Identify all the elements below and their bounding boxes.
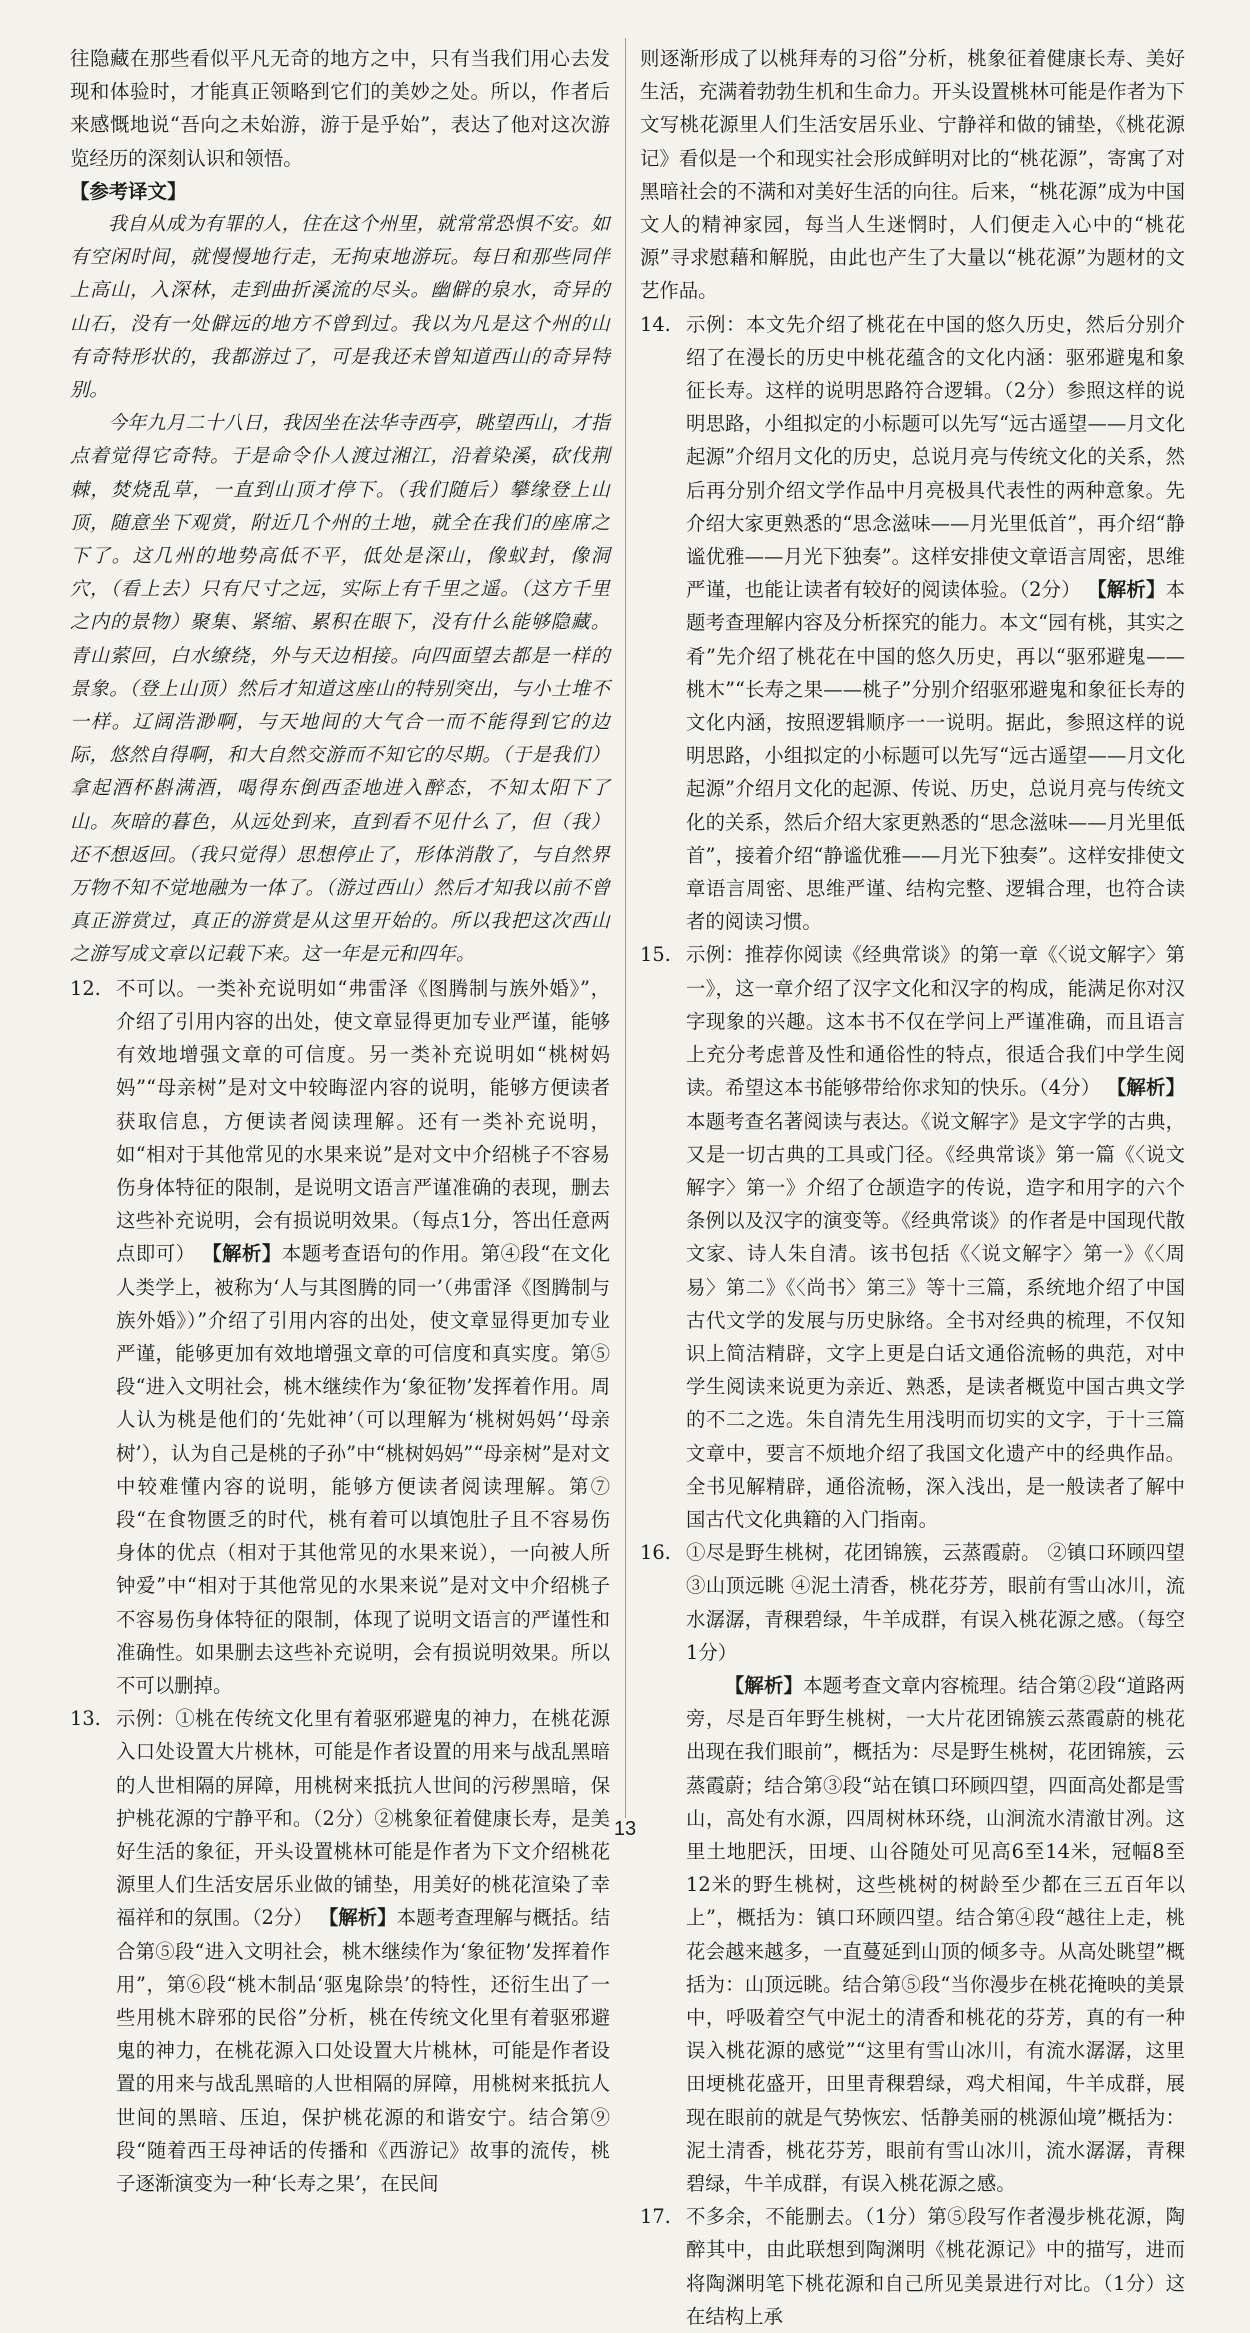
answer-number: 17.: [640, 2205, 671, 2229]
answer-16: [640, 1536, 1185, 2200]
answer-13: [70, 1702, 610, 2200]
analysis-text: 本题考查文章内容梳理。结合第②段“道路两旁，尽是百年野生桃树，一大片花团锦簇云蒸霞蔚的桃花出现在我们眼前”，概括为：尽是野生桃树，花团锦簇，云蒸霞蔚；结合第③段“站在镇口环顾四望，四面高处都是雪山，高处有水源，四周树林环绕，山涧流水清澈甘冽。这里土地肥沃，田埂、山谷随处可见高6至14米，冠幅8至12米的野生桃树，这些桃树的树龄至少都在三五百年以上”，概括为：镇口环顾四望。结合第④段“越往上走，桃花会越来越多，一直蔓延到山顶的倾多寺。从高处眺望”概括为：山顶远眺。结合第⑤段“当你漫步在桃花掩映的美景中，呼吸着空气中泥土的清香和桃花的芬芳，真的有一种误入桃花源的感觉”“这里有雪山冰川，有流水潺潺，这里田埂桃花盛开，田里青稞碧绿，鸡犬相闻，牛羊成群，展现在眼前的就是气势恢宏、恬静美丽的桃源仙境”概括为：泥土清香，桃花芬芳，眼前有雪山冰川，流水潺潺，青稞碧绿，牛羊成群，有误入桃花源之感。: [686, 1673, 1185, 2195]
answer-text: 不多余，不能删去。（1分）第⑤段写作者漫步桃花源，陶醉其中，由此联想到陶渊明《桃花源记》中的描写，进而将陶渊明笔下桃花源和自己所见美景进行对比。（1分）这在结构上承: [686, 2205, 1185, 2328]
answer-number: 15.: [640, 943, 671, 967]
analysis-text: 本题考查理解内容及分析探究的能力。本文“园有桃，其实之肴”先介绍了桃花在中国的悠久历史，再以“驱邪避鬼——桃木”“长寿之果——桃子”分别介绍驱邪避鬼和象征长寿的文化内涵，按照逻辑顺序一一说明。据此，参照这样的说明思路，小组拟定的小标题可以先写“远古遥望——月文化起源”介绍月文化的起源、传说、历史，总说月亮与传统文化的关系，然后介绍大家更熟悉的“思念滋味——月光里低首”，接着介绍“静谧优雅——月光下独奏”。这样安排使文章语言周密、思维严谨、结构完整、逻辑合理，也符合读者的阅读习惯。: [686, 578, 1185, 934]
answer-number: 12.: [70, 976, 101, 1000]
answer-text: ①尽是野生桃树，花团锦簇，云蒸霞蔚。 ②镇口环顾四望 ③山顶远眺 ④泥土清香，桃花芬芳，眼前有雪山冰川，流水潺潺，青稞碧绿，牛羊成群，有误入桃花源之感。（每空1分）: [686, 1541, 1185, 1664]
answer-17: [640, 2200, 1185, 2333]
translation-paragraph-1: 我自从成为有罪的人，住在这个州里，就常常恐惧不安。如有空闲时间，就慢慢地行走，无拘束地游玩。每日和那些同伴上高山，入深林，走到曲折溪流的尽头。幽僻的泉水，奇异的山石，没有一处僻远的地方不曾到过。我以为凡是这个州的山有奇特形状的，我都游过了，可是我还未曾知道西山的奇异特别。: [70, 213, 610, 402]
answer-text: 示例：本文先介绍了桃花在中国的悠久历史，然后分别介绍了在漫长的历史中桃花蕴含的文化内涵：驱邪避鬼和象征长寿。这样的说明思路符合逻辑。（2分）参照这样的说明思路，小组拟定的小标题可以先写“远古遥望——月文化起源”介绍月文化的历史，总说月亮与传统文化的关系，然后再分别介绍文学作品中月亮极具代表性的两种意象。先介绍大家更熟悉的“思念滋味——月光里低首”，再介绍“静谧优雅——月光下独奏”。这样安排使文章语言周密，思维严谨，也能让读者有较好的阅读体验。（2分）: [686, 312, 1185, 602]
analysis-text: 本题考查名著阅读与表达。《说文解字》是文字学的古典，又是一切古典的工具或门径。《经典常谈》第一篇《〈说文解字〉第一》介绍了仓颉造字的传说，造字和用字的六个条例以及汉字的演变等。《经典常谈》的作者是中国现代散文家、诗人朱自清。该书包括《〈说文解字〉第一》《〈周易〉第二》《〈尚书〉第三》等十三篇，系统地介绍了中国古代文学的发展与历史脉络。全书对经典的梳理，不仅知识上简洁精辟，文字上更是白话文通俗流畅的典范，对中学生阅读来说更为亲近、熟悉，是读者概览中国古典文学的不二之选。朱自清先生用浅明而切实的文字，于十三篇文章中，要言不烦地介绍了我国文化遗产中的经典作品。全书见解精辟，通俗流畅，深入浅出，是一般读者了解中国古代文化典籍的入门指南。: [686, 1109, 1185, 1531]
continued-paragraph: 则逐渐形成了以桃拜寿的习俗”分析，桃象征着健康长寿、美好生活，充满着勃勃生机和生命力。开头设置桃林可能是作者为下文写桃花源里人们生活安居乐业、宁静祥和做的铺垫，《桃花源记》看似是一个和现实社会形成鲜明对比的“桃花源”，寄寓了对黑暗社会的不满和对美好生活的向往。后来，“桃花源”成为中国文人的精神家园，每当人生迷惘时，人们便走入心中的“桃花源”寻求慰藉和解脱，由此也产生了大量以“桃花源”为题材的文艺作品。: [640, 47, 1185, 303]
answer-number: 16.: [640, 1541, 671, 1565]
right-column: [640, 42, 1185, 2333]
answer-12: [70, 972, 610, 1702]
translation-heading: 【参考译文】: [70, 179, 187, 203]
answer-15: [640, 938, 1185, 1536]
answer-text: 示例：①桃在传统文化里有着驱邪避鬼的神力，在桃花源入口处设置大片桃林，可能是作者设置的用来与战乱黑暗的人世相隔的屏障，用桃树来抵抗人世间的污秽黑暗，保护桃花源的宁静平和。（2分）②桃象征着健康长寿，是美好生活的象征，开头设置桃林可能是作者为下文介绍桃花源里人们生活安居乐业做的铺垫，用美好的桃花渲染了幸福祥和的氛围。（2分）: [116, 1707, 610, 1930]
analysis-text: 本题考查语句的作用。第④段“在文化人类学上，被称为‘人与其图腾的同一’（弗雷泽《图腾制与族外婚》）”介绍了引用内容的出处，使文章显得更加专业严谨，能够更加有效地增强文章的可信度和真实度。第⑤段“进入文明社会，桃木继续作为‘象征物’发挥着作用。周人认为桃是他们的‘先妣神’（可以理解为‘桃树妈妈’‘母亲树’），认为自己是桃的子孙”中“桃树妈妈”“母亲树”是对文中较难懂内容的说明，能够方便读者阅读理解。第⑦段“在食物匮乏的时代，桃有着可以填饱肚子且不容易伤身体的优点（相对于其他常见的水果来说），一向被人所钟爱”中“相对于其他常见的水果来说”是对文中介绍桃子不容易伤身体特征的限制，体现了说明文语言的严谨性和准确性。如果删去这些补充说明，会有损说明效果。所以不可以删掉。: [116, 1242, 611, 1697]
translation-paragraph-2: 今年九月二十八日，我因坐在法华寺西亭，眺望西山，才指点着觉得它奇特。于是命令仆人渡过湘江，沿着染溪，砍伐荆棘，焚烧乱草，一直到山顶才停下。（我们随后）攀缘登上山顶，随意坐下观赏，附近几个州的土地，就全在我们的座席之下了。这几州的地势高低不平，低处是深山，像蚁封，像洞穴，（看上去）只有尺寸之远，实际上有千里之遥。（这方千里之内的景物）聚集、紧缩、累积在眼下，没有什么能够隐藏。青山萦回，白水缭绕，外与天边相接。向四面望去都是一样的景象。（登上山顶）然后才知道这座山的特别突出，与小土堆不一样。辽阔浩渺啊，与天地间的大气合一而不能得到它的边际，悠然自得啊，和大自然交游而不知它的尽期。（于是我们）拿起酒杯斟满酒，喝得东倒西歪地进入醉态，不知太阳下了山。灰暗的暮色，从远处到来，直到看不见什么了，但（我）还不想返回。（我只觉得）思想停止了，形体消散了，与自然界万物不知不觉地融为一体了。（游过西山）然后才知我以前不曾真正游赏过，真正的游赏是从这里开始的。所以我把这次西山之游写成文章以记载下来。这一年是元和四年。: [70, 412, 610, 966]
left-column: [70, 42, 610, 2200]
analysis-tag: 【解析】: [318, 1906, 397, 1930]
answer-number: 13.: [70, 1707, 101, 1731]
answer-text: 示例：推荐你阅读《经典常谈》的第一章《〈说文解字〉第一》，这一章介绍了汉字文化和汉字的构成，能满足你对汉字现象的兴趣。这本书不仅在学问上严谨准确，而且语言上充分考虑普及性和通俗性的特点，很适合我们中学生阅读。希望这本书能够带给你求知的快乐。（4分）: [686, 943, 1185, 1100]
analysis-tag: 【解析】: [202, 1242, 282, 1266]
answer-text: 不可以。一类补充说明如“弗雷泽《图腾制与族外婚》”，介绍了引用内容的出处，使文章显得更加专业严谨，能够有效地增强文章的可信度。另一类补充说明如“桃树妈妈”“母亲树”是对文中较晦涩内容的说明，能够方便读者获取信息，方便读者阅读理解。还有一类补充说明，如“相对于其他常见的水果来说”是对文中介绍桃子不容易伤身体特征的限制，是说明文语言严谨准确的表现，删去这些补充说明，会有损说明效果。（每点1分，答出任意两点即可）: [116, 976, 610, 1266]
analysis-tag: 【解析】: [1087, 578, 1166, 602]
answer-number: 14.: [640, 312, 671, 336]
column-divider: [625, 38, 626, 1818]
answer-14: [640, 308, 1185, 939]
analysis-tag: 【解析】: [1106, 1076, 1186, 1100]
analysis-text: 本题考查理解与概括。结合第⑤段“进入文明社会，桃木继续作为‘象征物’发挥着作用”，第⑥段“桃木制品‘驱鬼除祟’的特性，还衍生出了一些用桃木辟邪的民俗”分析，桃在传统文化里有着驱邪避鬼的神力，在桃花源入口处设置大片桃林，可能是作者设置的用来与战乱黑暗的人世相隔的屏障，用桃树来抵抗人世间的黑暗、压迫，保护桃花源的和谐安宁。结合第⑨段“随着西王母神话的传播和《西游记》故事的流传，桃子逐渐演变为一种‘长寿之果’，在民间: [116, 1906, 611, 2195]
intro-paragraph: 往隐藏在那些看似平凡无奇的地方之中，只有当我们用心去发现和体验时，才能真正领略到它们的美妙之处。所以，作者后来感慨地说“吾向之未始游，游于是乎始”，表达了他对这次游览经历的深刻认识和领悟。: [70, 47, 610, 170]
analysis-tag: 【解析】: [724, 1673, 804, 1697]
page-number: 13: [613, 1818, 637, 1840]
